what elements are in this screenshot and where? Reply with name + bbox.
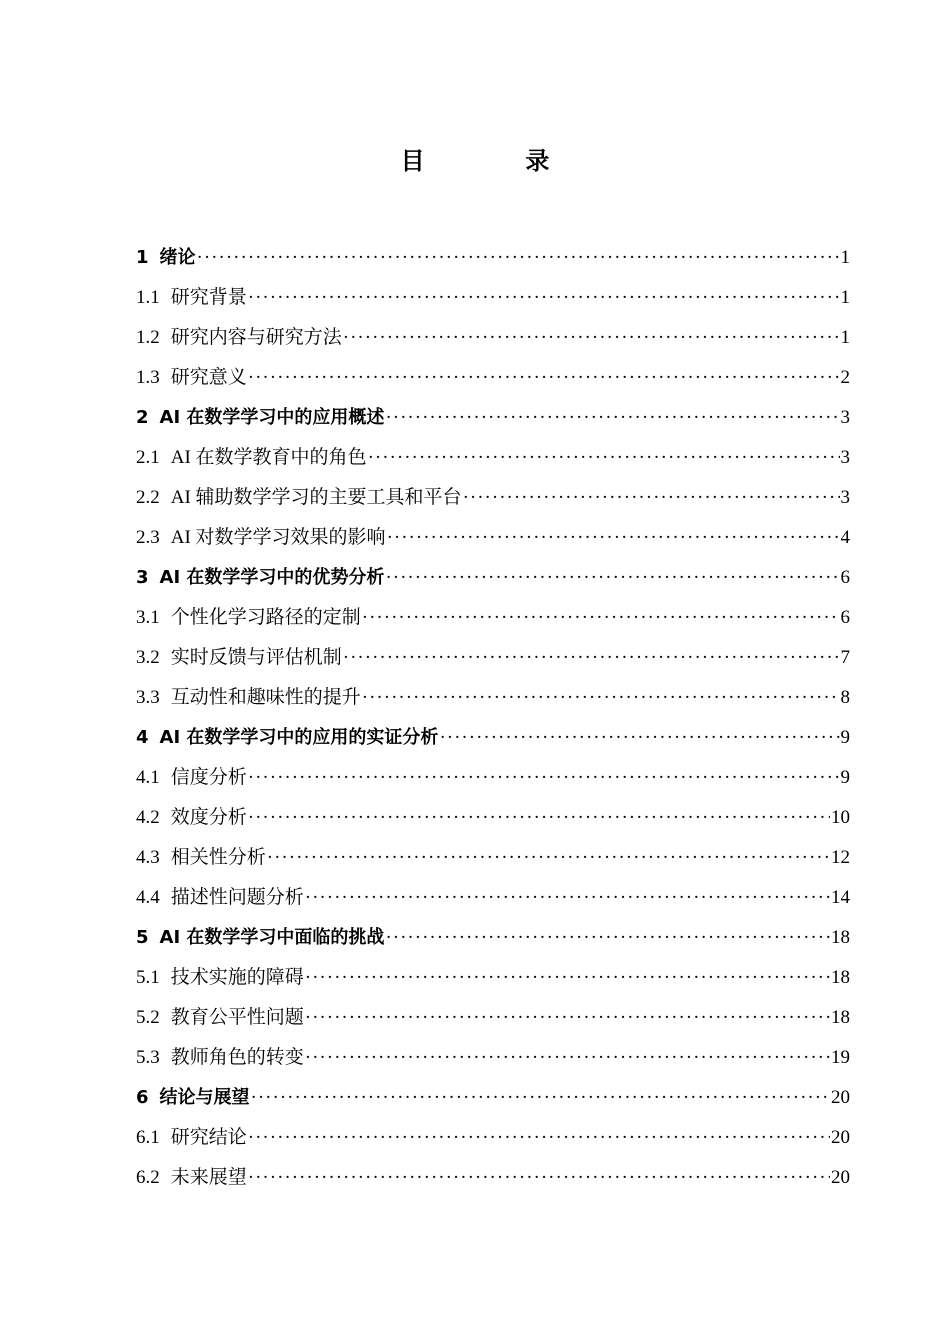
- toc-dot-leader: [463, 478, 840, 518]
- toc-section-entry[interactable]: [136, 1118, 850, 1158]
- toc-dot-leader: [305, 958, 830, 998]
- toc-page-number: 1: [840, 247, 850, 268]
- toc-chapter-entry[interactable]: [136, 238, 850, 278]
- toc-section-entry[interactable]: [136, 798, 850, 838]
- toc-section-entry[interactable]: [136, 998, 850, 1038]
- toc-entry-title: 个性化学习路径的定制: [170, 607, 361, 628]
- toc-dot-leader: [385, 918, 830, 958]
- toc-section-entry[interactable]: [136, 478, 850, 518]
- toc-chapter-entry[interactable]: [136, 918, 850, 958]
- toc-entry-title: AI 在数学学习中面临的挑战: [159, 927, 385, 948]
- toc-dot-leader: [248, 1118, 830, 1158]
- toc-entry-title: 信度分析: [170, 767, 247, 788]
- toc-dot-leader: [251, 1078, 830, 1118]
- toc-dot-leader: [439, 718, 839, 758]
- toc-dot-leader: [248, 278, 840, 318]
- toc-dot-leader: [343, 638, 840, 678]
- toc-section-entry[interactable]: [136, 638, 850, 678]
- toc-section-entry[interactable]: [136, 518, 850, 558]
- toc-page-number: 18: [831, 967, 850, 988]
- toc-chapter-entry[interactable]: [136, 558, 850, 598]
- toc-entry-number: 2.1: [136, 447, 160, 468]
- toc-entry-number: 1.2: [136, 327, 160, 348]
- toc-entry-title: AI 在数学学习中的应用概述: [159, 407, 385, 428]
- toc-entry-title: 教师角色的转变: [170, 1047, 304, 1068]
- toc-entry-title: AI 辅助数学学习的主要工具和平台: [170, 487, 462, 508]
- toc-page-number: 8: [840, 687, 850, 708]
- toc-page-number: 3: [840, 487, 850, 508]
- toc-chapter-entry[interactable]: [136, 398, 850, 438]
- toc-page-number: 4: [840, 527, 850, 548]
- toc-entry-title: 研究结论: [170, 1127, 247, 1148]
- toc-entry-title: AI 对数学学习效果的影响: [170, 527, 386, 548]
- toc-entry-number: 5.1: [136, 967, 160, 988]
- toc-entry-title: AI 在数学学习中的优势分析: [159, 567, 385, 588]
- toc-chapter-entry[interactable]: [136, 1078, 850, 1118]
- toc-page-number: 6: [840, 607, 850, 628]
- toc-page-number: 20: [831, 1087, 850, 1108]
- toc-dot-leader: [197, 238, 840, 278]
- toc-page-number: 18: [831, 927, 850, 948]
- toc-entry-number: 4.3: [136, 847, 160, 868]
- toc-page-number: 6: [840, 567, 850, 588]
- toc-entry-title: 效度分析: [170, 807, 247, 828]
- toc-entry-title: 技术实施的障碍: [170, 967, 304, 988]
- table-of-contents: [136, 238, 850, 1198]
- toc-page-number: 20: [831, 1167, 850, 1188]
- toc-page-number: 12: [831, 847, 850, 868]
- toc-entry-number: 4.1: [136, 767, 160, 788]
- toc-page-number: 1: [840, 327, 850, 348]
- toc-section-entry[interactable]: [136, 958, 850, 998]
- toc-entry-number: 2.2: [136, 487, 160, 508]
- toc-section-entry[interactable]: [136, 438, 850, 478]
- toc-dot-leader: [387, 518, 840, 558]
- toc-entry-number: 1.3: [136, 367, 160, 388]
- toc-entry-number: 6: [136, 1087, 149, 1108]
- toc-entry-title: 研究内容与研究方法: [170, 327, 342, 348]
- toc-entry-number: 3.2: [136, 647, 160, 668]
- toc-page-number: 9: [840, 767, 850, 788]
- toc-entry-title: 结论与展望: [159, 1087, 250, 1108]
- toc-dot-leader: [368, 438, 840, 478]
- toc-entry-title: 教育公平性问题: [170, 1007, 304, 1028]
- toc-page-number: 10: [831, 807, 850, 828]
- toc-section-entry[interactable]: [136, 878, 850, 918]
- toc-entry-title: 互动性和趣味性的提升: [170, 687, 361, 708]
- toc-dot-leader: [248, 758, 840, 798]
- toc-section-entry[interactable]: [136, 358, 850, 398]
- toc-entry-title: 未来展望: [170, 1167, 247, 1188]
- toc-dot-leader: [362, 598, 840, 638]
- toc-page-number: 14: [831, 887, 850, 908]
- toc-entry-number: 1: [136, 247, 149, 268]
- toc-entry-title: 绪论: [159, 247, 196, 268]
- toc-dot-leader: [248, 798, 830, 838]
- toc-entry-number: 2: [136, 407, 149, 428]
- toc-dot-leader: [248, 1158, 830, 1198]
- toc-section-entry[interactable]: [136, 838, 850, 878]
- toc-section-entry[interactable]: [136, 598, 850, 638]
- toc-entry-number: 4: [136, 727, 149, 748]
- page-title: 目 录: [400, 146, 588, 175]
- toc-page-number: 18: [831, 1007, 850, 1028]
- toc-section-entry[interactable]: [136, 758, 850, 798]
- toc-entry-number: 5.2: [136, 1007, 160, 1028]
- toc-dot-leader: [385, 398, 839, 438]
- toc-section-entry[interactable]: [136, 1038, 850, 1078]
- toc-dot-leader: [385, 558, 839, 598]
- toc-entry-number: 3: [136, 567, 149, 588]
- toc-dot-leader: [305, 878, 830, 918]
- toc-dot-leader: [248, 358, 840, 398]
- toc-entry-number: 5.3: [136, 1047, 160, 1068]
- toc-section-entry[interactable]: [136, 318, 850, 358]
- toc-dot-leader: [305, 1038, 830, 1078]
- toc-page-number: 9: [840, 727, 850, 748]
- toc-dot-leader: [362, 678, 840, 718]
- toc-entry-title: 相关性分析: [170, 847, 266, 868]
- toc-page-number: 19: [831, 1047, 850, 1068]
- toc-chapter-entry[interactable]: [136, 718, 850, 758]
- toc-entry-number: 6.1: [136, 1127, 160, 1148]
- toc-section-entry[interactable]: [136, 678, 850, 718]
- toc-page-number: 2: [840, 367, 850, 388]
- toc-entry-number: 6.2: [136, 1167, 160, 1188]
- toc-dot-leader: [343, 318, 840, 358]
- toc-page-number: 3: [840, 407, 850, 428]
- toc-page-number: 1: [840, 287, 850, 308]
- toc-entry-title: 研究背景: [170, 287, 247, 308]
- toc-entry-number: 3.1: [136, 607, 160, 628]
- toc-entry-title: 实时反馈与评估机制: [170, 647, 342, 668]
- toc-entry-number: 1.1: [136, 287, 160, 308]
- toc-section-entry[interactable]: [136, 278, 850, 318]
- toc-entry-title: 描述性问题分析: [170, 887, 304, 908]
- toc-page-number: 20: [831, 1127, 850, 1148]
- toc-entry-title: AI 在数学学习中的应用的实证分析: [159, 727, 439, 748]
- toc-section-entry[interactable]: [136, 1158, 850, 1198]
- toc-entry-number: 3.3: [136, 687, 160, 708]
- toc-entry-number: 2.3: [136, 527, 160, 548]
- toc-entry-number: 4.2: [136, 807, 160, 828]
- toc-entry-title: AI 在数学教育中的角色: [170, 447, 367, 468]
- toc-dot-leader: [267, 838, 830, 878]
- toc-dot-leader: [305, 998, 830, 1038]
- toc-entry-number: 5: [136, 927, 149, 948]
- toc-entry-title: 研究意义: [170, 367, 247, 388]
- toc-entry-number: 4.4: [136, 887, 160, 908]
- toc-page-number: 7: [840, 647, 850, 668]
- toc-page-number: 3: [840, 447, 850, 468]
